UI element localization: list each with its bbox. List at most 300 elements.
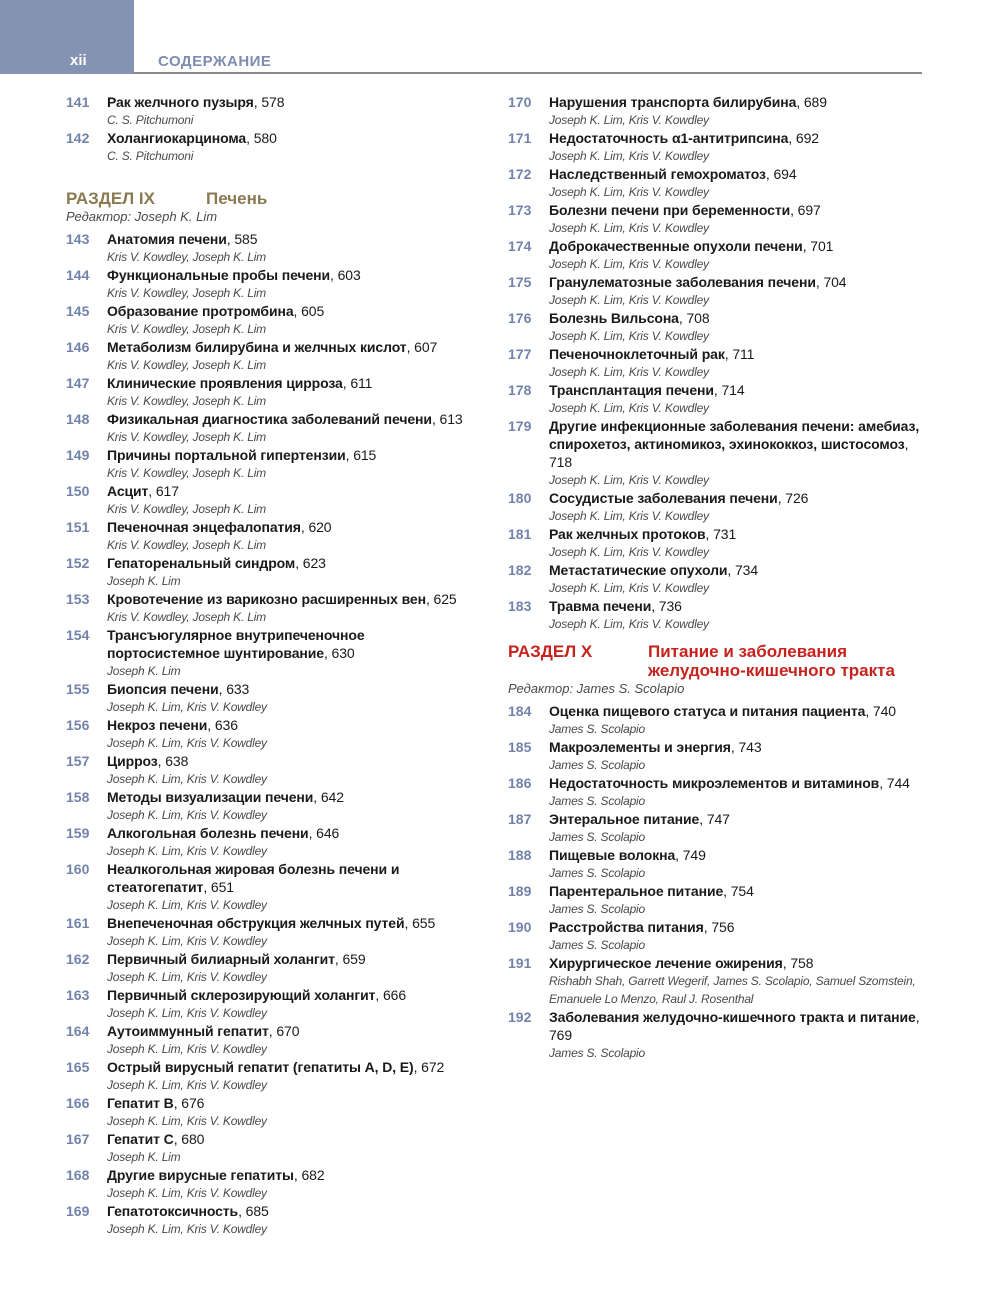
chapter-page: , 625 — [425, 591, 457, 607]
chapter-authors: C. S. Pitchumoni — [107, 149, 194, 163]
section-editor: Редактор: James S. Scolapio — [508, 681, 685, 696]
chapter-page: , 611 — [342, 375, 373, 391]
chapter-title: Оценка пищевого статуса и питания пациента — [549, 703, 866, 719]
toc-entry[interactable] — [508, 201, 928, 237]
chapter-authors: Joseph K. Lim, Kris V. Kowdley — [549, 149, 709, 163]
chapter-title: Нарушения транспорта билирубина — [549, 94, 797, 110]
chapter-title: Пищевые волокна — [549, 847, 676, 863]
chapter-title-line — [549, 954, 928, 972]
chapter-title-line — [107, 93, 476, 111]
chapter-title-line — [107, 716, 476, 734]
chapter-number: 152 — [66, 555, 90, 571]
chapter-page: , 744 — [879, 775, 910, 791]
section-name: Питание и заболевания желудочно-кишечного тракта — [648, 642, 895, 680]
chapter-title: Гепатит B — [107, 1095, 174, 1111]
chapter-title: Болезнь Вильсона — [549, 310, 679, 326]
chapter-title-line — [107, 824, 476, 842]
chapter-title-line — [549, 702, 928, 720]
chapter-authors: Kris V. Kowdley, Joseph K. Lim — [107, 286, 266, 300]
chapter-page: , 659 — [334, 951, 366, 967]
chapter-title: Неалкогольная жировая болезнь печени и стеатогепатит — [107, 861, 400, 895]
chapter-page: , 694 — [765, 166, 797, 182]
chapter-title-line — [107, 590, 476, 608]
chapter-title-line — [549, 525, 928, 543]
section-label: РАЗДЕЛ X — [508, 642, 593, 661]
chapter-title: Первичный билиарный холангит — [107, 951, 335, 967]
chapter-authors: Joseph K. Lim, Kris V. Kowdley — [549, 509, 709, 523]
toc-entry[interactable] — [508, 954, 928, 1008]
chapter-page: , 743 — [730, 739, 762, 755]
chapter-number: 188 — [508, 847, 532, 863]
chapter-authors: Joseph K. Lim, Kris V. Kowdley — [107, 844, 267, 858]
chapter-title: Недостаточность микроэлементов и витаминов — [549, 775, 880, 791]
chapter-title: Сосудистые заболевания печени — [549, 490, 778, 506]
chapter-authors: Joseph K. Lim, Kris V. Kowdley — [549, 581, 709, 595]
header-divider — [134, 72, 922, 74]
chapter-title-line — [549, 489, 928, 507]
chapter-number: 141 — [66, 94, 90, 110]
toc-entry[interactable] — [508, 810, 928, 846]
chapter-page: , 701 — [802, 238, 834, 254]
chapter-authors: Joseph K. Lim, Kris V. Kowdley — [107, 970, 267, 984]
chapter-title: Печеночная энцефалопатия — [107, 519, 301, 535]
chapter-title-line — [549, 129, 928, 147]
chapter-title-line — [107, 788, 476, 806]
chapter-authors: C. S. Pitchumoni — [107, 113, 194, 127]
chapter-authors: Joseph K. Lim, Kris V. Kowdley — [107, 1186, 267, 1200]
chapter-title: Алкогольная болезнь печени — [107, 825, 309, 841]
chapter-title: Некроз печени — [107, 717, 208, 733]
chapter-number: 187 — [508, 811, 532, 827]
chapter-title: Внепеченочная обструкция желчных путей — [107, 915, 405, 931]
chapter-page: , 613 — [431, 411, 463, 427]
chapter-page: , 617 — [148, 483, 179, 499]
toc-entry[interactable] — [66, 824, 476, 860]
toc-entry[interactable] — [508, 165, 928, 201]
toc-entry[interactable] — [66, 914, 476, 950]
toc-entry[interactable] — [66, 266, 476, 302]
chapter-page: , 682 — [293, 1167, 325, 1183]
chapter-page: , 655 — [404, 915, 436, 931]
chapter-number: 163 — [66, 987, 90, 1003]
chapter-number: 148 — [66, 411, 90, 427]
toc-entry[interactable] — [66, 93, 476, 129]
chapter-title: Метаболизм билирубина и желчных кислот — [107, 339, 407, 355]
chapter-authors: Joseph K. Lim, Kris V. Kowdley — [107, 1042, 267, 1056]
chapter-authors: Kris V. Kowdley, Joseph K. Lim — [107, 466, 266, 480]
toc-entry[interactable] — [508, 309, 928, 345]
chapter-page: , 697 — [790, 202, 821, 218]
page-number-tab — [0, 0, 134, 74]
chapter-title-line — [107, 860, 476, 896]
chapter-title-line — [107, 680, 476, 698]
chapter-page: , 726 — [777, 490, 809, 506]
chapter-authors: Joseph K. Lim, Kris V. Kowdley — [107, 700, 267, 714]
chapter-title-line — [549, 237, 928, 255]
chapter-title-line — [107, 446, 476, 464]
chapter-page: , 685 — [238, 1203, 269, 1219]
toc-entry[interactable] — [66, 1094, 476, 1130]
chapter-title-line — [107, 1022, 476, 1040]
chapter-authors: Rishabh Shah, Garrett Wegerif, James S. Scolapio, Samuel Szomstein, Emanuele Lo Menzo, Raul J. Rosenthal — [549, 974, 916, 1006]
chapter-authors: James S. Scolapio — [549, 722, 645, 736]
chapter-page: , 603 — [330, 267, 361, 283]
chapter-page: , 651 — [203, 879, 234, 895]
chapter-authors: James S. Scolapio — [549, 794, 645, 808]
toc-entry[interactable] — [66, 302, 476, 338]
chapter-authors: Joseph K. Lim — [107, 574, 181, 588]
toc-entry[interactable] — [66, 590, 476, 626]
chapter-number: 153 — [66, 591, 90, 607]
chapter-number: 183 — [508, 598, 532, 614]
chapter-title-line — [549, 201, 928, 219]
left-column — [66, 93, 476, 1238]
chapter-title: Другие вирусные гепатиты — [107, 1167, 294, 1183]
chapter-title: Гранулематозные заболевания печени — [549, 274, 816, 290]
chapter-page: , 731 — [705, 526, 737, 542]
toc-entry[interactable] — [66, 129, 476, 165]
chapter-title-line — [107, 302, 476, 320]
toc-entry[interactable] — [66, 860, 476, 914]
chapter-number: 172 — [508, 166, 532, 182]
chapter-title: Хирургическое лечение ожирения — [549, 955, 783, 971]
toc-entry[interactable] — [508, 738, 928, 774]
toc-entry[interactable] — [66, 716, 476, 752]
chapter-number: 191 — [508, 955, 532, 971]
chapter-authors: Joseph K. Lim, Kris V. Kowdley — [549, 185, 709, 199]
chapter-title-line — [549, 273, 928, 291]
chapter-title: Физикальная диагностика заболеваний печени — [107, 411, 432, 427]
chapter-page: , 615 — [345, 447, 377, 463]
chapter-number: 170 — [508, 94, 532, 110]
toc-entry[interactable] — [66, 1166, 476, 1202]
chapter-title: Образование протромбина — [107, 303, 294, 319]
chapter-number: 176 — [508, 310, 532, 326]
chapter-number: 181 — [508, 526, 532, 542]
chapter-authors: Kris V. Kowdley, Joseph K. Lim — [107, 394, 266, 408]
chapter-number: 189 — [508, 883, 532, 899]
chapter-page: , 758 — [782, 955, 814, 971]
chapter-title: Недостаточность α1-антитрипсина — [549, 130, 789, 146]
chapter-page: , 718 — [549, 436, 909, 470]
chapter-number: 185 — [508, 739, 532, 755]
chapter-authors: Joseph K. Lim, Kris V. Kowdley — [107, 772, 267, 786]
chapter-page: , 711 — [724, 346, 755, 362]
chapter-page: , 636 — [207, 717, 238, 733]
chapter-number: 179 — [508, 418, 532, 434]
chapter-number: 149 — [66, 447, 90, 463]
chapter-title: Гепатотоксичность — [107, 1203, 239, 1219]
chapter-title: Цирроз — [107, 753, 158, 769]
chapter-authors: Joseph K. Lim, Kris V. Kowdley — [549, 401, 709, 415]
chapter-title: Асцит — [107, 483, 149, 499]
chapter-authors: Kris V. Kowdley, Joseph K. Lim — [107, 502, 266, 516]
entry-list — [508, 93, 928, 633]
toc-entry[interactable] — [508, 597, 928, 633]
toc-entry[interactable] — [508, 129, 928, 165]
chapter-page: , 630 — [323, 645, 355, 661]
chapter-number: 146 — [66, 339, 90, 355]
chapter-authors: James S. Scolapio — [549, 866, 645, 880]
chapter-title-line — [107, 626, 476, 662]
page-number: xii — [70, 52, 87, 69]
chapter-page: , 734 — [727, 562, 759, 578]
toc-entry[interactable] — [508, 93, 928, 129]
chapter-title-line — [549, 918, 928, 936]
chapter-number: 157 — [66, 753, 90, 769]
chapter-number: 192 — [508, 1009, 532, 1025]
chapter-title-line — [549, 381, 928, 399]
chapter-authors: Joseph K. Lim, Kris V. Kowdley — [549, 293, 709, 307]
chapter-authors: Joseph K. Lim, Kris V. Kowdley — [549, 113, 709, 127]
entry-list — [66, 230, 476, 1238]
chapter-authors: James S. Scolapio — [549, 902, 645, 916]
toc-entry[interactable] — [508, 702, 928, 738]
chapter-authors: Joseph K. Lim, Kris V. Kowdley — [107, 808, 267, 822]
chapter-title-line — [549, 309, 928, 327]
chapter-title: Холангиокарцинома — [107, 130, 247, 146]
chapter-authors: Kris V. Kowdley, Joseph K. Lim — [107, 250, 266, 264]
chapter-title: Расстройства питания — [549, 919, 704, 935]
chapter-title-line — [549, 810, 928, 828]
chapter-number: 162 — [66, 951, 90, 967]
toc-entry[interactable] — [508, 918, 928, 954]
chapter-page: , 756 — [703, 919, 735, 935]
chapter-number: 178 — [508, 382, 532, 398]
chapter-title-line — [549, 561, 928, 579]
chapter-page: , 638 — [157, 753, 189, 769]
chapter-title-line — [107, 752, 476, 770]
chapter-title: Первичный склерозирующий холангит — [107, 987, 376, 1003]
chapter-page: , 689 — [796, 94, 827, 110]
chapter-number: 155 — [66, 681, 90, 697]
chapter-title: Кровотечение из варикозно расширенных вен — [107, 591, 426, 607]
toc-entry[interactable] — [66, 482, 476, 518]
chapter-page: , 680 — [173, 1131, 205, 1147]
chapter-number: 142 — [66, 130, 90, 146]
toc-entry[interactable] — [508, 882, 928, 918]
chapter-authors: Joseph K. Lim, Kris V. Kowdley — [107, 1114, 267, 1128]
chapter-authors: Joseph K. Lim, Kris V. Kowdley — [549, 257, 709, 271]
toc-entry[interactable] — [508, 774, 928, 810]
chapter-number: 177 — [508, 346, 532, 362]
toc-entry[interactable] — [508, 561, 928, 597]
chapter-title: Функциональные пробы печени — [107, 267, 331, 283]
chapter-page: , 672 — [413, 1059, 445, 1075]
chapter-authors: Joseph K. Lim, Kris V. Kowdley — [549, 221, 709, 235]
toc-entry[interactable] — [66, 374, 476, 410]
chapter-title: Заболевания желудочно-кишечного тракта и питание — [549, 1009, 916, 1025]
chapter-title: Трансплантация печени — [549, 382, 714, 398]
chapter-title-line — [549, 417, 928, 471]
chapter-page: , 666 — [375, 987, 407, 1003]
chapter-title-line — [107, 986, 476, 1004]
chapter-title: Методы визуализации печени — [107, 789, 314, 805]
chapter-title-line — [107, 518, 476, 536]
chapter-number: 166 — [66, 1095, 90, 1111]
chapter-authors: Joseph K. Lim, Kris V. Kowdley — [107, 898, 267, 912]
toc-entry[interactable] — [66, 230, 476, 266]
chapter-number: 144 — [66, 267, 90, 283]
chapter-page: , 623 — [295, 555, 326, 571]
chapter-title-line — [107, 482, 476, 500]
chapter-authors: Joseph K. Lim — [107, 1150, 181, 1164]
chapter-authors: Joseph K. Lim, Kris V. Kowdley — [107, 736, 267, 750]
chapter-number: 161 — [66, 915, 90, 931]
chapter-number: 171 — [508, 130, 532, 146]
toc-entry[interactable] — [508, 489, 928, 525]
chapter-number: 151 — [66, 519, 90, 535]
chapter-title: Травма печени — [549, 598, 652, 614]
chapter-title-line — [549, 882, 928, 900]
chapter-authors: Kris V. Kowdley, Joseph K. Lim — [107, 358, 266, 372]
chapter-title: Острый вирусный гепатит (гепатиты A, D, E) — [107, 1059, 414, 1075]
chapter-authors: James S. Scolapio — [549, 1046, 645, 1060]
section-heading — [66, 189, 476, 208]
chapter-title-line — [107, 338, 476, 356]
chapter-number: 164 — [66, 1023, 90, 1039]
toc-entry[interactable] — [66, 752, 476, 788]
toc-entry[interactable] — [66, 626, 476, 680]
chapter-page: , 580 — [246, 130, 277, 146]
chapter-title-line — [107, 1058, 476, 1076]
chapter-page: , 769 — [549, 1009, 920, 1043]
chapter-title: Метастатические опухоли — [549, 562, 728, 578]
section-editor: Редактор: Joseph K. Lim — [66, 209, 218, 224]
chapter-page: , 747 — [699, 811, 730, 827]
chapter-number: 168 — [66, 1167, 90, 1183]
chapter-authors: Joseph K. Lim, Kris V. Kowdley — [549, 617, 709, 631]
chapter-title: Гепаторенальный синдром — [107, 555, 296, 571]
chapter-title: Анатомия печени — [107, 231, 227, 247]
chapter-page: , 704 — [815, 274, 847, 290]
chapter-title: Рак желчных протоков — [549, 526, 706, 542]
chapter-number: 175 — [508, 274, 532, 290]
toc-entry[interactable] — [66, 1022, 476, 1058]
section-name: Печень — [206, 189, 268, 208]
toc-entry[interactable] — [508, 381, 928, 417]
chapter-number: 169 — [66, 1203, 90, 1219]
chapter-title: Макроэлементы и энергия — [549, 739, 731, 755]
chapter-title: Наследственный гемохроматоз — [549, 166, 766, 182]
chapter-page: , 676 — [173, 1095, 205, 1111]
toc-entry[interactable] — [66, 680, 476, 716]
toc-entry[interactable] — [66, 518, 476, 554]
toc-entry[interactable] — [508, 345, 928, 381]
chapter-page: , 670 — [268, 1023, 300, 1039]
right-column — [508, 93, 928, 1062]
chapter-authors: Joseph K. Lim, Kris V. Kowdley — [107, 934, 267, 948]
chapter-number: 154 — [66, 627, 90, 643]
toc-entry[interactable] — [66, 1130, 476, 1166]
chapter-authors: Joseph K. Lim, Kris V. Kowdley — [549, 545, 709, 559]
chapter-number: 180 — [508, 490, 532, 506]
toc-entry[interactable] — [66, 446, 476, 482]
running-header-title: СОДЕРЖАНИЕ — [158, 53, 272, 70]
chapter-number: 167 — [66, 1131, 90, 1147]
chapter-title: Биопсия печени — [107, 681, 219, 697]
toc-entry[interactable] — [508, 525, 928, 561]
toc-entry[interactable] — [508, 273, 928, 309]
chapter-number: 174 — [508, 238, 532, 254]
chapter-title-line — [107, 410, 476, 428]
chapter-authors: Joseph K. Lim, Kris V. Kowdley — [549, 473, 709, 487]
chapter-page: , 754 — [723, 883, 754, 899]
chapter-authors: Joseph K. Lim, Kris V. Kowdley — [549, 365, 709, 379]
toc-entry[interactable] — [66, 554, 476, 590]
chapter-page: , 605 — [293, 303, 325, 319]
chapter-page: , 642 — [313, 789, 344, 805]
chapter-number: 165 — [66, 1059, 90, 1075]
entry-list — [66, 93, 476, 165]
chapter-authors: Joseph K. Lim — [107, 664, 181, 678]
chapter-number: 158 — [66, 789, 90, 805]
toc-entry[interactable] — [66, 338, 476, 374]
chapter-number: 159 — [66, 825, 90, 841]
chapter-page: , 620 — [300, 519, 332, 535]
chapter-title-line — [107, 374, 476, 392]
chapter-page: , 708 — [678, 310, 710, 326]
toc-entry[interactable] — [66, 410, 476, 446]
toc-entry[interactable] — [508, 417, 928, 489]
chapter-title: Доброкачественные опухоли печени — [549, 238, 803, 254]
chapter-page: , 692 — [788, 130, 819, 146]
chapter-title: Парентеральное питание — [549, 883, 724, 899]
chapter-title: Печеночноклеточный рак — [549, 346, 725, 362]
chapter-authors: James S. Scolapio — [549, 758, 645, 772]
chapter-title-line — [549, 738, 928, 756]
chapter-title-line — [549, 774, 928, 792]
chapter-page: , 585 — [226, 231, 258, 247]
chapter-title: Причины портальной гипертензии — [107, 447, 346, 463]
chapter-title-line — [107, 1130, 476, 1148]
toc-entry[interactable] — [66, 1058, 476, 1094]
chapter-title-line — [107, 129, 476, 147]
chapter-number: 182 — [508, 562, 532, 578]
toc-entry[interactable] — [508, 1008, 928, 1062]
chapter-title-line — [107, 230, 476, 248]
chapter-authors: Joseph K. Lim, Kris V. Kowdley — [107, 1006, 267, 1020]
chapter-title-line — [107, 266, 476, 284]
chapter-title-line — [107, 914, 476, 932]
chapter-title-line — [107, 554, 476, 572]
toc-entry[interactable] — [66, 788, 476, 824]
toc-entry[interactable] — [66, 1202, 476, 1238]
chapter-title-line — [549, 1008, 928, 1044]
chapter-title-line — [549, 597, 928, 615]
chapter-title: Трансъюгулярное внутрипеченочное портосистемное шунтирование — [107, 627, 365, 661]
chapter-authors: Kris V. Kowdley, Joseph K. Lim — [107, 322, 266, 336]
chapter-number: 186 — [508, 775, 532, 791]
section-heading — [508, 642, 928, 680]
chapter-page: , 736 — [651, 598, 682, 614]
toc-entry[interactable] — [508, 846, 928, 882]
chapter-page: , 740 — [865, 703, 896, 719]
chapter-page: , 578 — [253, 94, 285, 110]
chapter-title-line — [549, 345, 928, 363]
chapter-authors: Joseph K. Lim, Kris V. Kowdley — [549, 329, 709, 343]
chapter-title-line — [549, 165, 928, 183]
toc-entry[interactable] — [66, 986, 476, 1022]
chapter-authors: Kris V. Kowdley, Joseph K. Lim — [107, 538, 266, 552]
chapter-page: , 607 — [406, 339, 438, 355]
toc-entry[interactable] — [66, 950, 476, 986]
chapter-number: 143 — [66, 231, 90, 247]
chapter-title: Гепатит C — [107, 1131, 174, 1147]
entry-list — [508, 702, 928, 1062]
toc-entry[interactable] — [508, 237, 928, 273]
chapter-page: , 633 — [218, 681, 250, 697]
